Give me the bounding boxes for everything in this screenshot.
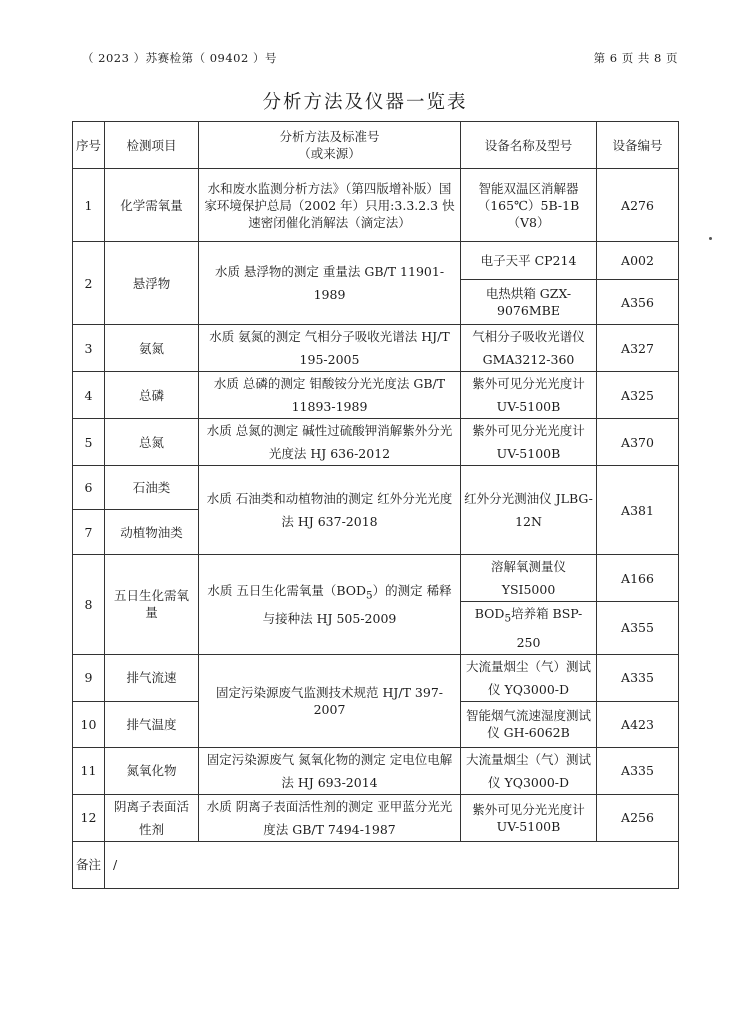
row-item: 化学需氧量 [105,169,199,242]
row-item: 总氮 [105,419,199,466]
table-row [73,372,679,419]
row-device-no: A276 [597,169,679,242]
col-method-header-line1: 分析方法及标准号 [279,129,380,144]
col-item-header: 检测项目 [105,122,199,169]
remark-value: / [105,841,679,888]
table-header-row [73,122,679,169]
table-row [73,466,679,510]
row-device [461,602,597,655]
table-row [73,325,679,372]
table-row [73,654,679,701]
row-device-no: A355 [597,602,679,655]
row-item: 石油类 [105,466,199,510]
row-method: 水质 悬浮物的测定 重量法 GB/T 11901-1989 [199,242,461,325]
row-device-no: A256 [597,794,679,841]
row-device: 气相分子吸收光谱仪 GMA3212-360 [461,325,597,372]
row-device-no: A381 [597,466,679,555]
row-seq: 12 [73,794,105,841]
row-item: 氨氮 [105,325,199,372]
bod-subscript: 5 [504,612,512,625]
row-device-no: A335 [597,747,679,794]
page-info: 第 6 页 共 8 页 [593,51,678,65]
row-item: 总磷 [105,372,199,419]
table-row [73,242,679,280]
row-item: 排气流速 [105,654,199,701]
row-device: 溶解氧测量仪 YSI5000 [461,555,597,602]
row-device-no: A423 [597,701,679,747]
row-method: 水和废水监测分析方法》（第四版增补版）国家环境保护总局（2002 年）只用:3.3.2.3 快速密闭催化消解法（滴定法） [199,169,461,242]
table-row [73,419,679,466]
row-seq: 3 [73,325,105,372]
row-device: 大流量烟尘（气）测试仪 YQ3000-D [461,747,597,794]
table-row [73,169,679,242]
row-item: 氮氧化物 [105,747,199,794]
col-device-no-header: 设备编号 [597,122,679,169]
scan-speck [709,237,712,240]
row-device-no: A325 [597,372,679,419]
remark-row [73,841,679,888]
row-seq: 2 [73,242,105,325]
table-row [73,747,679,794]
col-seq-header: 序号 [73,122,105,169]
table-row [73,555,679,602]
row-seq: 8 [73,555,105,655]
row-device: 紫外可见分光光度计 UV-5100B [461,794,597,841]
col-method-header [199,122,461,169]
row-device: 紫外可见分光光度计 UV-5100B [461,419,597,466]
row-seq: 1 [73,169,105,242]
row-item: 悬浮物 [105,242,199,325]
row-device-no: A166 [597,555,679,602]
row-seq: 4 [73,372,105,419]
row-seq: 9 [73,654,105,701]
table-row [73,794,679,841]
row-method: 固定污染源废气监测技术规范 HJ/T 397-2007 [199,654,461,747]
row-device: 大流量烟尘（气）测试仪 YQ3000-D [461,654,597,701]
row-device-no: A327 [597,325,679,372]
method-equipment-table [72,121,679,889]
row-device: 智能双温区消解器（165℃）5B-1B（V8） [461,169,597,242]
row-method [199,555,461,655]
row-seq: 6 [73,466,105,510]
row-device: 紫外可见分光光度计 UV-5100B [461,372,597,419]
col-method-header-line2: （或来源） [298,146,361,161]
row-method: 水质 总磷的测定 钼酸铵分光光度法 GB/T 11893-1989 [199,372,461,419]
report-number: （ 2023 ）苏赛检第（ 09402 ）号 [82,51,277,65]
row-seq: 10 [73,701,105,747]
bod-incubator-part2: 培养箱 BSP-250 [511,606,583,650]
row-device: 红外分光测油仪 JLBG-12N [461,466,597,555]
row-method: 水质 石油类和动植物油的测定 红外分光光度法 HJ 637-2018 [199,466,461,555]
row-item: 阴离子表面活性剂 [105,794,199,841]
row-device-no: A370 [597,419,679,466]
page-title: 分析方法及仪器一览表 [262,92,468,113]
row-seq: 11 [73,747,105,794]
bod-method-part1: 水质 五日生化需氧量（BOD [207,582,367,598]
bod-subscript: 5 [366,589,373,601]
row-method: 水质 氨氮的测定 气相分子吸收光谱法 HJ/T 195-2005 [199,325,461,372]
row-method: 水质 阴离子表面活性剂的测定 亚甲蓝分光光度法 GB/T 7494-1987 [199,794,461,841]
row-seq: 5 [73,419,105,466]
row-item: 动植物油类 [105,510,199,555]
row-seq: 7 [73,510,105,555]
row-item: 排气温度 [105,701,199,747]
row-method: 固定污染源废气 氮氧化物的测定 定电位电解法 HJ 693-2014 [199,747,461,794]
row-device: 智能烟气流速湿度测试仪 GH-6062B [461,701,597,747]
row-device-no: A335 [597,654,679,701]
col-device-header: 设备名称及型号 [461,122,597,169]
row-method: 水质 总氮的测定 碱性过硫酸钾消解紫外分光光度法 HJ 636-2012 [199,419,461,466]
bod-incubator-part1: BOD [474,606,505,621]
row-device-no: A356 [597,280,679,325]
row-device-no: A002 [597,242,679,280]
remark-label: 备注 [73,841,105,888]
row-device: 电热烘箱 GZX-9076MBE [461,280,597,325]
row-device: 电子天平 CP214 [461,242,597,280]
bod-method-part2: ）的测定 稀释与接种法 HJ 505-2009 [262,582,452,626]
row-item: 五日生化需氧量 [105,555,199,655]
